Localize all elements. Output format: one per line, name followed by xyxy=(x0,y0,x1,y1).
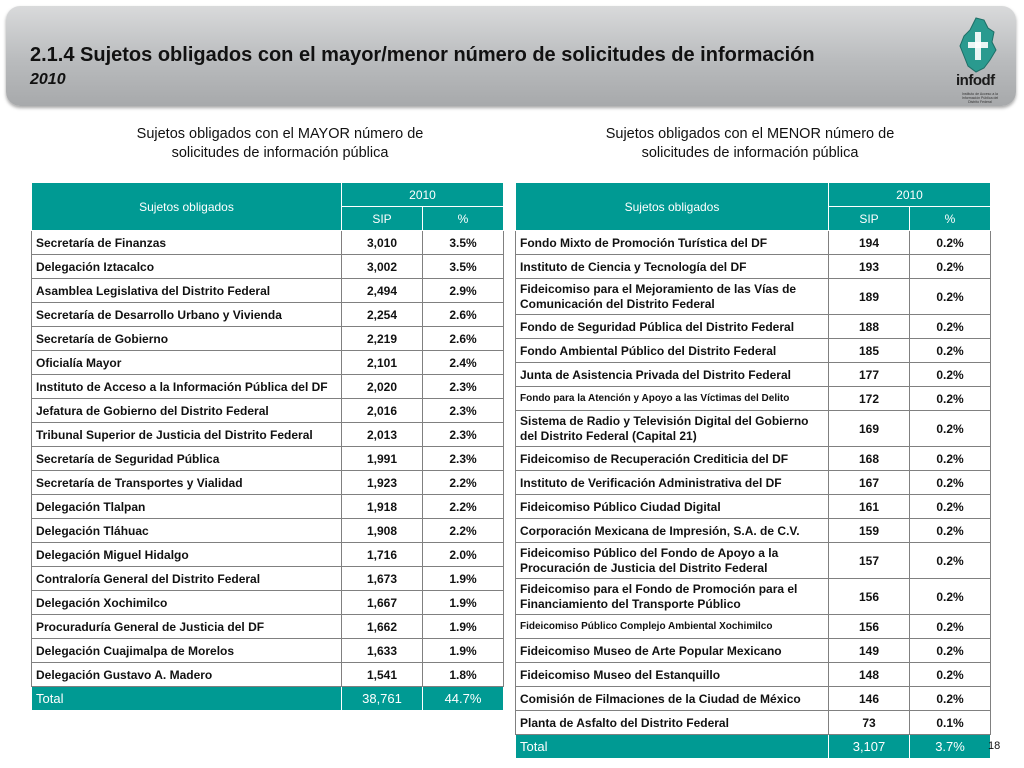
cell-pct: 2.6% xyxy=(423,303,504,327)
cell-name: Delegación Miguel Hidalgo xyxy=(32,543,342,567)
total-row xyxy=(32,687,504,711)
page-title: 2.1.4 Sujetos obligados con el mayor/menor número de solicitudes de información xyxy=(30,44,815,66)
cell-sip: 185 xyxy=(829,339,910,363)
table-row xyxy=(32,279,504,303)
cell-pct: 0.1% xyxy=(910,711,991,735)
cell-pct: 2.9% xyxy=(423,279,504,303)
cell-name: Fondo para la Atención y Apoyo a las Víctimas del Delito xyxy=(516,387,829,411)
cell-sip: 157 xyxy=(829,543,910,579)
cell-sip: 2,494 xyxy=(342,279,423,303)
cell-name: Secretaría de Desarrollo Urbano y Vivienda xyxy=(32,303,342,327)
cell-name: Delegación Xochimilco xyxy=(32,591,342,615)
cell-pct: 0.2% xyxy=(910,579,991,615)
cell-name: Instituto de Acceso a la Información Pública del DF xyxy=(32,375,342,399)
table-row xyxy=(516,471,991,495)
table-row xyxy=(32,399,504,423)
cell-pct: 0.2% xyxy=(910,639,991,663)
right-caption xyxy=(570,125,930,163)
cell-pct: 0.2% xyxy=(910,411,991,447)
cell-pct: 2.0% xyxy=(423,543,504,567)
top-subjects-table xyxy=(31,182,504,711)
table-row xyxy=(516,363,991,387)
cell-sip: 2,219 xyxy=(342,327,423,351)
cell-pct: 0.2% xyxy=(910,615,991,639)
cell-name: Secretaría de Gobierno xyxy=(32,327,342,351)
cell-sip: 3,010 xyxy=(342,231,423,255)
right-caption-line1: Sujetos obligados con el MENOR número de xyxy=(605,126,895,142)
col-header-year: 2010 xyxy=(342,183,504,207)
cell-name: Fondo de Seguridad Pública del Distrito Federal xyxy=(516,315,829,339)
cell-name: Fideicomiso de Recuperación Crediticia del DF xyxy=(516,447,829,471)
cell-total-sip: 3,107 xyxy=(829,735,910,759)
cell-sip: 189 xyxy=(829,279,910,315)
cell-name: Jefatura de Gobierno del Distrito Federal xyxy=(32,399,342,423)
table-row xyxy=(516,639,991,663)
left-caption xyxy=(110,125,450,163)
infodf-logo xyxy=(948,16,1016,106)
table-row xyxy=(32,615,504,639)
cell-pct: 1.9% xyxy=(423,591,504,615)
table-row xyxy=(32,375,504,399)
table-row xyxy=(516,231,991,255)
cell-pct: 0.2% xyxy=(910,687,991,711)
cell-name: Instituto de Verificación Administrativa del DF xyxy=(516,471,829,495)
cell-pct: 1.9% xyxy=(423,639,504,663)
cell-name: Fideicomiso Museo de Arte Popular Mexicano xyxy=(516,639,829,663)
table-row xyxy=(516,579,991,615)
cell-pct: 0.2% xyxy=(910,279,991,315)
cell-pct: 1.8% xyxy=(423,663,504,687)
cell-name: Secretaría de Seguridad Pública xyxy=(32,447,342,471)
table-row xyxy=(516,255,991,279)
cell-sip: 3,002 xyxy=(342,255,423,279)
cell-sip: 73 xyxy=(829,711,910,735)
cell-sip: 172 xyxy=(829,387,910,411)
left-caption-line2: solicitudes de información pública xyxy=(171,145,389,161)
table-row xyxy=(32,519,504,543)
col-header-year: 2010 xyxy=(829,183,991,207)
cell-pct: 0.2% xyxy=(910,231,991,255)
cell-sip: 169 xyxy=(829,411,910,447)
cell-sip: 1,991 xyxy=(342,447,423,471)
cell-name: Sistema de Radio y Televisión Digital del Gobierno del Distrito Federal (Capital 21) xyxy=(516,411,829,447)
logo-caption: Instituto de Acceso a la Información Pública del Distrito Federal xyxy=(961,92,999,104)
cell-pct: 0.2% xyxy=(910,495,991,519)
cell-sip: 1,908 xyxy=(342,519,423,543)
cell-total-label: Total xyxy=(32,687,342,711)
col-header-pct: % xyxy=(910,207,991,231)
cell-name: Secretaría de Transportes y Vialidad xyxy=(32,471,342,495)
col-header-subject: Sujetos obligados xyxy=(32,183,342,231)
cell-sip: 1,673 xyxy=(342,567,423,591)
col-header-sip: SIP xyxy=(342,207,423,231)
cell-name: Procuraduría General de Justicia del DF xyxy=(32,615,342,639)
cell-name: Asamblea Legislativa del Distrito Federal xyxy=(32,279,342,303)
cell-pct: 0.2% xyxy=(910,519,991,543)
cell-name: Fideicomiso Público del Fondo de Apoyo a la Procuración de Justicia del Distrito Federal xyxy=(516,543,829,579)
cell-pct: 0.2% xyxy=(910,315,991,339)
top-subjects-body xyxy=(32,231,504,711)
bottom-subjects-body xyxy=(516,231,991,759)
table-row xyxy=(32,447,504,471)
table-row xyxy=(516,387,991,411)
right-caption-line2: solicitudes de información pública xyxy=(641,145,859,161)
cell-sip: 2,016 xyxy=(342,399,423,423)
cell-pct: 1.9% xyxy=(423,615,504,639)
cell-sip: 146 xyxy=(829,687,910,711)
cell-sip: 1,716 xyxy=(342,543,423,567)
cell-name: Fideicomiso Público Complejo Ambiental Xochimilco xyxy=(516,615,829,639)
table-row xyxy=(516,447,991,471)
table-row xyxy=(516,339,991,363)
logo-wordmark: infodf xyxy=(956,72,995,89)
bottom-subjects-table xyxy=(515,182,991,759)
cell-pct: 2.2% xyxy=(423,495,504,519)
table-row xyxy=(516,711,991,735)
cell-sip: 168 xyxy=(829,447,910,471)
cell-sip: 2,020 xyxy=(342,375,423,399)
cell-name: Fideicomiso para el Mejoramiento de las Vías de Comunicación del Distrito Federal xyxy=(516,279,829,315)
cell-sip: 193 xyxy=(829,255,910,279)
table-row xyxy=(516,519,991,543)
cell-name: Secretaría de Finanzas xyxy=(32,231,342,255)
table-row xyxy=(516,279,991,315)
cell-sip: 159 xyxy=(829,519,910,543)
table-row xyxy=(516,663,991,687)
cell-pct: 0.2% xyxy=(910,471,991,495)
cell-name: Delegación Iztacalco xyxy=(32,255,342,279)
cell-name: Junta de Asistencia Privada del Distrito Federal xyxy=(516,363,829,387)
table-row xyxy=(32,639,504,663)
cell-pct: 0.2% xyxy=(910,543,991,579)
cell-name: Fideicomiso Público Ciudad Digital xyxy=(516,495,829,519)
table-row xyxy=(32,255,504,279)
cell-sip: 167 xyxy=(829,471,910,495)
table-row xyxy=(32,591,504,615)
col-header-pct: % xyxy=(423,207,504,231)
table-row xyxy=(32,423,504,447)
cell-sip: 194 xyxy=(829,231,910,255)
table-row xyxy=(516,411,991,447)
cell-name: Comisión de Filmaciones de la Ciudad de México xyxy=(516,687,829,711)
cell-name: Fondo Mixto de Promoción Turística del DF xyxy=(516,231,829,255)
cell-sip: 1,541 xyxy=(342,663,423,687)
cell-sip: 188 xyxy=(829,315,910,339)
cell-pct: 3.5% xyxy=(423,231,504,255)
cell-name: Fideicomiso para el Fondo de Promoción para el Financiamiento del Transporte Público xyxy=(516,579,829,615)
table-row xyxy=(516,315,991,339)
table-row xyxy=(32,327,504,351)
cell-name: Instituto de Ciencia y Tecnología del DF xyxy=(516,255,829,279)
cell-sip: 1,923 xyxy=(342,471,423,495)
col-header-subject: Sujetos obligados xyxy=(516,183,829,231)
cell-pct: 2.3% xyxy=(423,423,504,447)
cell-total-label: Total xyxy=(516,735,829,759)
cell-pct: 2.3% xyxy=(423,399,504,423)
cell-sip: 2,254 xyxy=(342,303,423,327)
cell-sip: 156 xyxy=(829,579,910,615)
cell-pct: 2.4% xyxy=(423,351,504,375)
cell-pct: 0.2% xyxy=(910,663,991,687)
cell-total-sip: 38,761 xyxy=(342,687,423,711)
cell-sip: 148 xyxy=(829,663,910,687)
cell-name: Delegación Tláhuac xyxy=(32,519,342,543)
cell-name: Fondo Ambiental Público del Distrito Federal xyxy=(516,339,829,363)
table-row xyxy=(32,471,504,495)
left-caption-line1: Sujetos obligados con el MAYOR número de xyxy=(136,126,424,142)
table-row xyxy=(516,615,991,639)
cell-sip: 156 xyxy=(829,615,910,639)
cell-name: Contraloría General del Distrito Federal xyxy=(32,567,342,591)
cell-pct: 2.3% xyxy=(423,375,504,399)
cell-name: Delegación Tlalpan xyxy=(32,495,342,519)
cell-sip: 177 xyxy=(829,363,910,387)
cell-sip: 1,633 xyxy=(342,639,423,663)
cell-sip: 149 xyxy=(829,639,910,663)
cell-pct: 2.6% xyxy=(423,327,504,351)
table-row xyxy=(516,495,991,519)
table-row xyxy=(32,303,504,327)
cell-name: Fideicomiso Museo del Estanquillo xyxy=(516,663,829,687)
table-row xyxy=(32,543,504,567)
cell-total-pct: 3.7% xyxy=(910,735,991,759)
cell-pct: 2.3% xyxy=(423,447,504,471)
cell-name: Tribunal Superior de Justicia del Distrito Federal xyxy=(32,423,342,447)
table-row xyxy=(32,567,504,591)
total-row xyxy=(516,735,991,759)
header-banner xyxy=(6,6,1016,106)
cell-name: Oficialía Mayor xyxy=(32,351,342,375)
cell-pct: 2.2% xyxy=(423,471,504,495)
cell-name: Delegación Gustavo A. Madero xyxy=(32,663,342,687)
page-number: 18 xyxy=(988,740,1001,752)
table-row xyxy=(32,351,504,375)
table-row xyxy=(32,231,504,255)
cell-sip: 1,662 xyxy=(342,615,423,639)
cell-sip: 2,013 xyxy=(342,423,423,447)
cell-pct: 0.2% xyxy=(910,363,991,387)
page-subtitle: 2010 xyxy=(30,71,66,88)
cell-pct: 1.9% xyxy=(423,567,504,591)
cell-pct: 3.5% xyxy=(423,255,504,279)
cell-pct: 2.2% xyxy=(423,519,504,543)
cell-pct: 0.2% xyxy=(910,339,991,363)
cell-sip: 2,101 xyxy=(342,351,423,375)
table-row xyxy=(516,687,991,711)
cell-pct: 0.2% xyxy=(910,255,991,279)
cell-total-pct: 44.7% xyxy=(423,687,504,711)
cell-name: Planta de Asfalto del Distrito Federal xyxy=(516,711,829,735)
cell-sip: 1,918 xyxy=(342,495,423,519)
cell-pct: 0.2% xyxy=(910,447,991,471)
table-row xyxy=(32,495,504,519)
col-header-sip: SIP xyxy=(829,207,910,231)
cell-sip: 161 xyxy=(829,495,910,519)
table-row xyxy=(516,543,991,579)
cell-name: Delegación Cuajimalpa de Morelos xyxy=(32,639,342,663)
table-row xyxy=(32,663,504,687)
cell-pct: 0.2% xyxy=(910,387,991,411)
map-icon xyxy=(958,16,998,74)
cell-name: Corporación Mexicana de Impresión, S.A. de C.V. xyxy=(516,519,829,543)
cell-sip: 1,667 xyxy=(342,591,423,615)
